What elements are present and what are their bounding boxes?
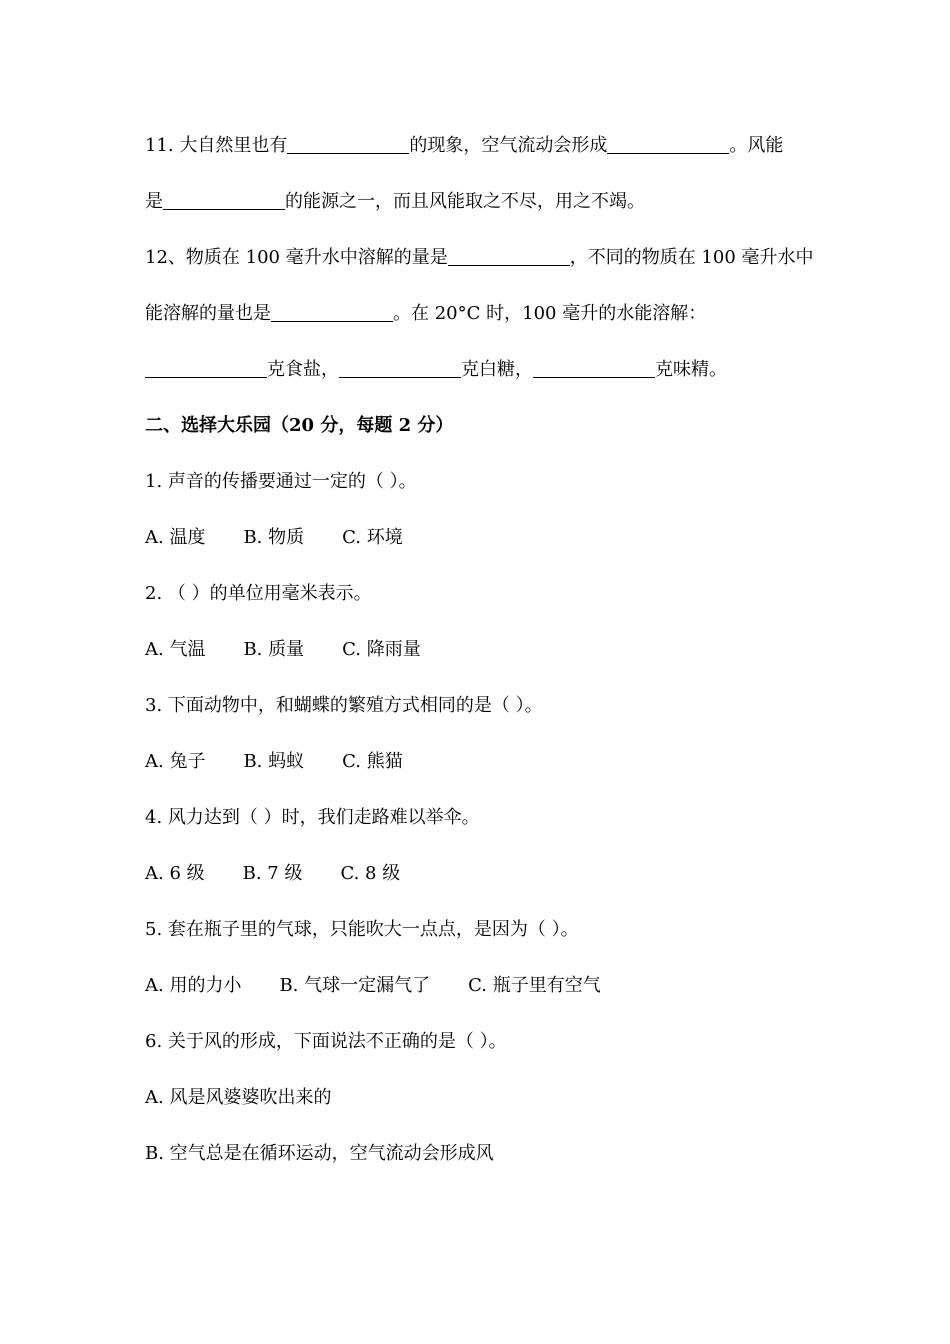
question-6-option-b[interactable]: B. 空气总是在循环运动，空气流动会形成风 bbox=[145, 1143, 494, 1164]
q12-text-e: 克食盐， bbox=[267, 359, 339, 380]
q12-blank-3[interactable] bbox=[145, 359, 267, 378]
q12-text-f: 克白糖， bbox=[461, 359, 533, 380]
q11-blank-3[interactable] bbox=[163, 191, 285, 210]
q11-blank-2[interactable] bbox=[607, 135, 729, 154]
option-a[interactable]: A. 气温 bbox=[145, 639, 206, 660]
question-1-stem: 1. 声音的传播要通过一定的（ ）。 bbox=[145, 471, 417, 492]
question-6-stem: 6. 关于风的形成，下面说法不正确的是（ ）。 bbox=[145, 1031, 507, 1052]
question-2-stem: 2. （ ）的单位用毫米表示。 bbox=[145, 583, 372, 604]
option-b[interactable]: B. 蚂蚁 bbox=[243, 751, 305, 772]
q12-blank-4[interactable] bbox=[339, 359, 461, 378]
option-a[interactable]: A. 温度 bbox=[145, 527, 206, 548]
q12-text-d: 。在 20°C 时，100 毫升的水能溶解： bbox=[393, 303, 707, 324]
q12-text-c: 能溶解的量也是 bbox=[145, 303, 271, 324]
q11-line-2 bbox=[145, 190, 645, 214]
question-6-option-a[interactable]: A. 风是风婆婆吹出来的 bbox=[145, 1087, 332, 1108]
q11-line-1 bbox=[145, 134, 783, 158]
q11-text-b: 的现象，空气流动会形成 bbox=[409, 135, 608, 156]
q12-line-1 bbox=[145, 246, 814, 270]
q11-text-c: 。风能 bbox=[729, 135, 784, 156]
option-a[interactable]: A. 6 级 bbox=[145, 863, 205, 884]
question-3-stem: 3. 下面动物中，和蝴蝶的繁殖方式相同的是（ ）。 bbox=[145, 695, 543, 716]
option-a[interactable]: A. 兔子 bbox=[145, 751, 206, 772]
q11-blank-1[interactable] bbox=[287, 135, 409, 154]
option-b[interactable]: B. 气球一定漏气了 bbox=[279, 975, 431, 996]
q12-blank-1[interactable] bbox=[448, 247, 570, 266]
q12-blank-2[interactable] bbox=[271, 303, 393, 322]
question-4-options bbox=[145, 862, 400, 886]
question-1-options bbox=[145, 526, 403, 550]
question-3-options bbox=[145, 750, 403, 774]
option-b[interactable]: B. 7 级 bbox=[242, 863, 303, 884]
q12-line-2 bbox=[145, 302, 706, 326]
option-c[interactable]: C. 环境 bbox=[342, 527, 403, 548]
q12-line-3 bbox=[145, 358, 727, 382]
option-b[interactable]: B. 质量 bbox=[243, 639, 305, 660]
question-5-stem: 5. 套在瓶子里的气球，只能吹大一点点，是因为（ ）。 bbox=[145, 919, 579, 940]
section-2-heading: 二、选择大乐园（20 分，每题 2 分） bbox=[145, 415, 454, 436]
option-c[interactable]: C. 瓶子里有空气 bbox=[468, 975, 601, 996]
question-5-options bbox=[145, 974, 601, 998]
q11-text-a: 11. 大自然里也有 bbox=[145, 135, 288, 156]
option-b[interactable]: B. 物质 bbox=[243, 527, 305, 548]
q12-blank-5[interactable] bbox=[533, 359, 655, 378]
q12-text-b: ，不同的物质在 100 毫升水中 bbox=[569, 247, 814, 268]
question-4-stem: 4. 风力达到（ ）时，我们走路难以举伞。 bbox=[145, 807, 480, 828]
q11-text-e: 的能源之一，而且风能取之不尽，用之不竭。 bbox=[285, 191, 645, 212]
question-2-options bbox=[145, 638, 421, 662]
option-c[interactable]: C. 熊猫 bbox=[342, 751, 403, 772]
q11-text-d: 是 bbox=[145, 191, 163, 212]
option-c[interactable]: C. 8 级 bbox=[340, 863, 401, 884]
option-c[interactable]: C. 降雨量 bbox=[342, 639, 421, 660]
q12-text-g: 克味精。 bbox=[655, 359, 727, 380]
option-a[interactable]: A. 用的力小 bbox=[145, 975, 242, 996]
q12-text-a: 12、物质在 100 毫升水中溶解的量是 bbox=[145, 247, 448, 268]
